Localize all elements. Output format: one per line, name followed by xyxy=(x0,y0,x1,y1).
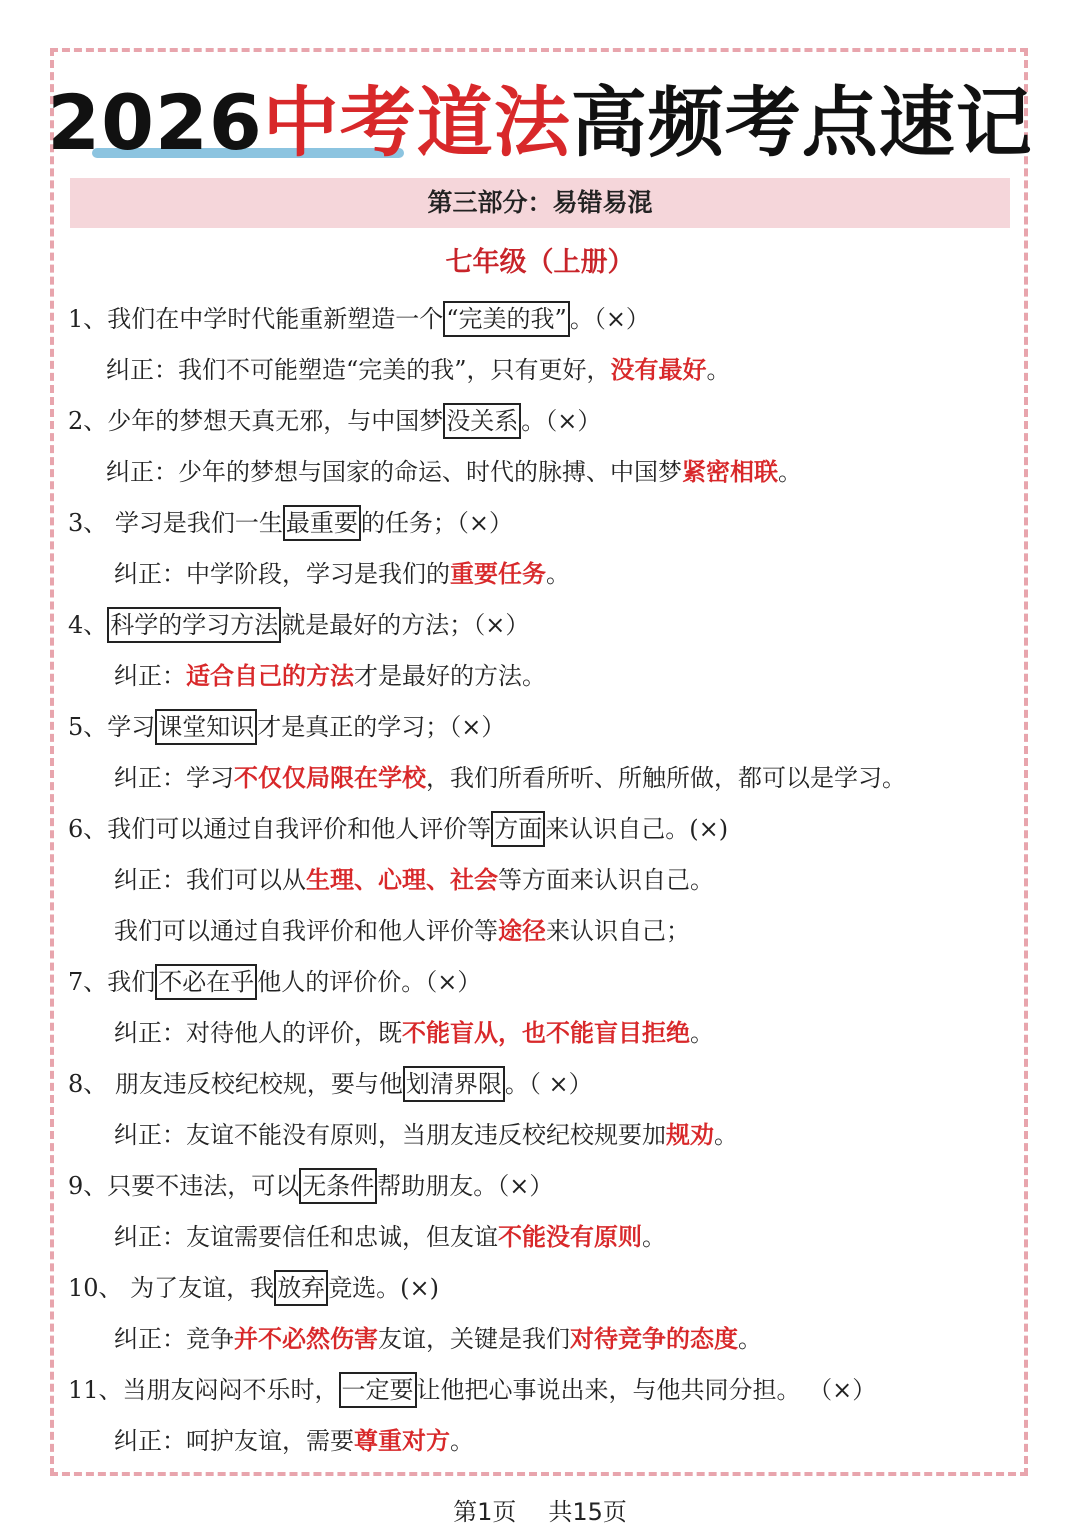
item-9-correction: 纠正：友谊需要信任和忠诚，但友谊不能没有原则。 xyxy=(114,1223,666,1251)
item-10-key-point-2: 对待竞争的态度 xyxy=(570,1325,738,1353)
item-6-key-point: 生理、心理、社会 xyxy=(306,866,498,894)
item-4-statement: 4、 科学的学习方法 就是最好的方法；（×） xyxy=(68,600,529,650)
item-2-correction: 纠正：少年的梦想与国家的命运、时代的脉搏、中国梦紧密相联。 xyxy=(106,458,802,486)
item-9-boxed-term: 无条件 xyxy=(299,1168,377,1204)
page-number: 第1页 xyxy=(453,1498,517,1526)
item-2-boxed-term: 没关系 xyxy=(443,403,521,439)
item-1-correction: 纠正：我们不可能塑造“完美的我”，只有更好，没有最好。 xyxy=(106,356,731,384)
item-8-key-point: 规劝 xyxy=(666,1121,714,1149)
item-6-correction-extra: 我们可以通过自我评价和他人评价等途径来认识自己； xyxy=(114,917,690,945)
item-11-statement: 11、当朋友闷闷不乐时， 一定要 让他把心事说出来，与他共同分担。 （×） xyxy=(68,1365,876,1415)
item-10-key-point: 并不必然伤害 xyxy=(234,1325,378,1353)
item-7-statement: 7、我们 不必在乎 他人的评价价。（×） xyxy=(68,957,481,1007)
item-9-key-point: 不能没有原则 xyxy=(498,1223,642,1251)
item-1-boxed-term: “完美的我” xyxy=(443,301,570,337)
item-6-correction: 纠正：我们可以从生理、心理、社会等方面来认识自己。 xyxy=(114,866,714,894)
section-banner: 第三部分：易错易混 xyxy=(70,178,1010,228)
item-4-correction: 纠正：适合自己的方法才是最好的方法。 xyxy=(114,662,546,690)
item-7-correction: 纠正：对待他人的评价，既不能盲从，也不能盲目拒绝。 xyxy=(114,1019,714,1047)
item-4-key-point: 适合自己的方法 xyxy=(186,662,354,690)
item-11-boxed-term: 一定要 xyxy=(339,1372,417,1408)
item-10-statement: 10、 为了友谊，我 放弃 竞选。(×) xyxy=(68,1263,439,1313)
item-10-correction: 纠正：竞争并不必然伤害友谊，关键是我们对待竞争的态度。 xyxy=(114,1325,762,1353)
item-7-key-point: 不能盲从，也不能盲目拒绝 xyxy=(402,1019,690,1047)
item-2-statement: 2、少年的梦想天真无邪，与中国梦 没关系 。（×） xyxy=(68,396,601,446)
page-footer xyxy=(0,1492,1080,1527)
item-8-statement: 8、 朋友违反校纪校规，要与他 划清界限 。（ ×） xyxy=(68,1059,593,1109)
item-6-key-point-2: 途径 xyxy=(498,917,546,945)
item-3-statement: 3、 学习是我们一生 最重要 的任务；（×） xyxy=(68,498,513,548)
item-8-boxed-term: 划清界限 xyxy=(403,1066,505,1102)
title-rest: 高频考点速记 xyxy=(570,78,1033,167)
title-year: 2026 xyxy=(47,78,263,167)
item-5-statement: 5、学习 课堂知识 才是真正的学习；（×） xyxy=(68,702,505,752)
item-11-key-point: 尊重对方 xyxy=(354,1427,450,1455)
item-3-correction: 纠正：中学阶段，学习是我们的重要任务。 xyxy=(114,560,570,588)
item-5-correction: 纠正：学习不仅仅局限在学校，我们所看所听、所触所做，都可以是学习。 xyxy=(114,764,906,792)
item-4-boxed-term: 科学的学习方法 xyxy=(107,607,281,643)
title-highlight: 中考道法 xyxy=(262,78,571,167)
item-1-key-point: 没有最好 xyxy=(610,356,707,384)
grade-heading: 七年级（上册） xyxy=(445,247,635,278)
item-10-boxed-term: 放弃 xyxy=(274,1270,328,1306)
item-6-boxed-term: 方面 xyxy=(491,811,545,847)
item-1-statement: 1、我们在中学时代能重新塑造一个 “完美的我” 。（×） xyxy=(68,294,650,344)
item-3-key-point: 重要任务 xyxy=(450,560,546,588)
item-6-statement: 6、我们可以通过自我评价和他人评价等 方面 来认识自己。(×) xyxy=(68,804,728,854)
item-7-boxed-term: 不必在乎 xyxy=(155,964,257,1000)
item-5-boxed-term: 课堂知识 xyxy=(155,709,257,745)
page-title xyxy=(0,78,1080,168)
item-2-key-point: 紧密相联 xyxy=(682,458,778,486)
item-11-correction: 纠正：呵护友谊，需要尊重对方。 xyxy=(114,1427,474,1455)
item-9-statement: 9、只要不违法，可以 无条件 帮助朋友。（×） xyxy=(68,1161,553,1211)
item-8-correction: 纠正：友谊不能没有原则，当朋友违反校纪校规要加规劝。 xyxy=(114,1121,738,1149)
page-total: 共15页 xyxy=(548,1498,627,1526)
item-3-boxed-term: 最重要 xyxy=(283,505,361,541)
item-5-key-point: 不仅仅局限在学校 xyxy=(234,764,426,792)
